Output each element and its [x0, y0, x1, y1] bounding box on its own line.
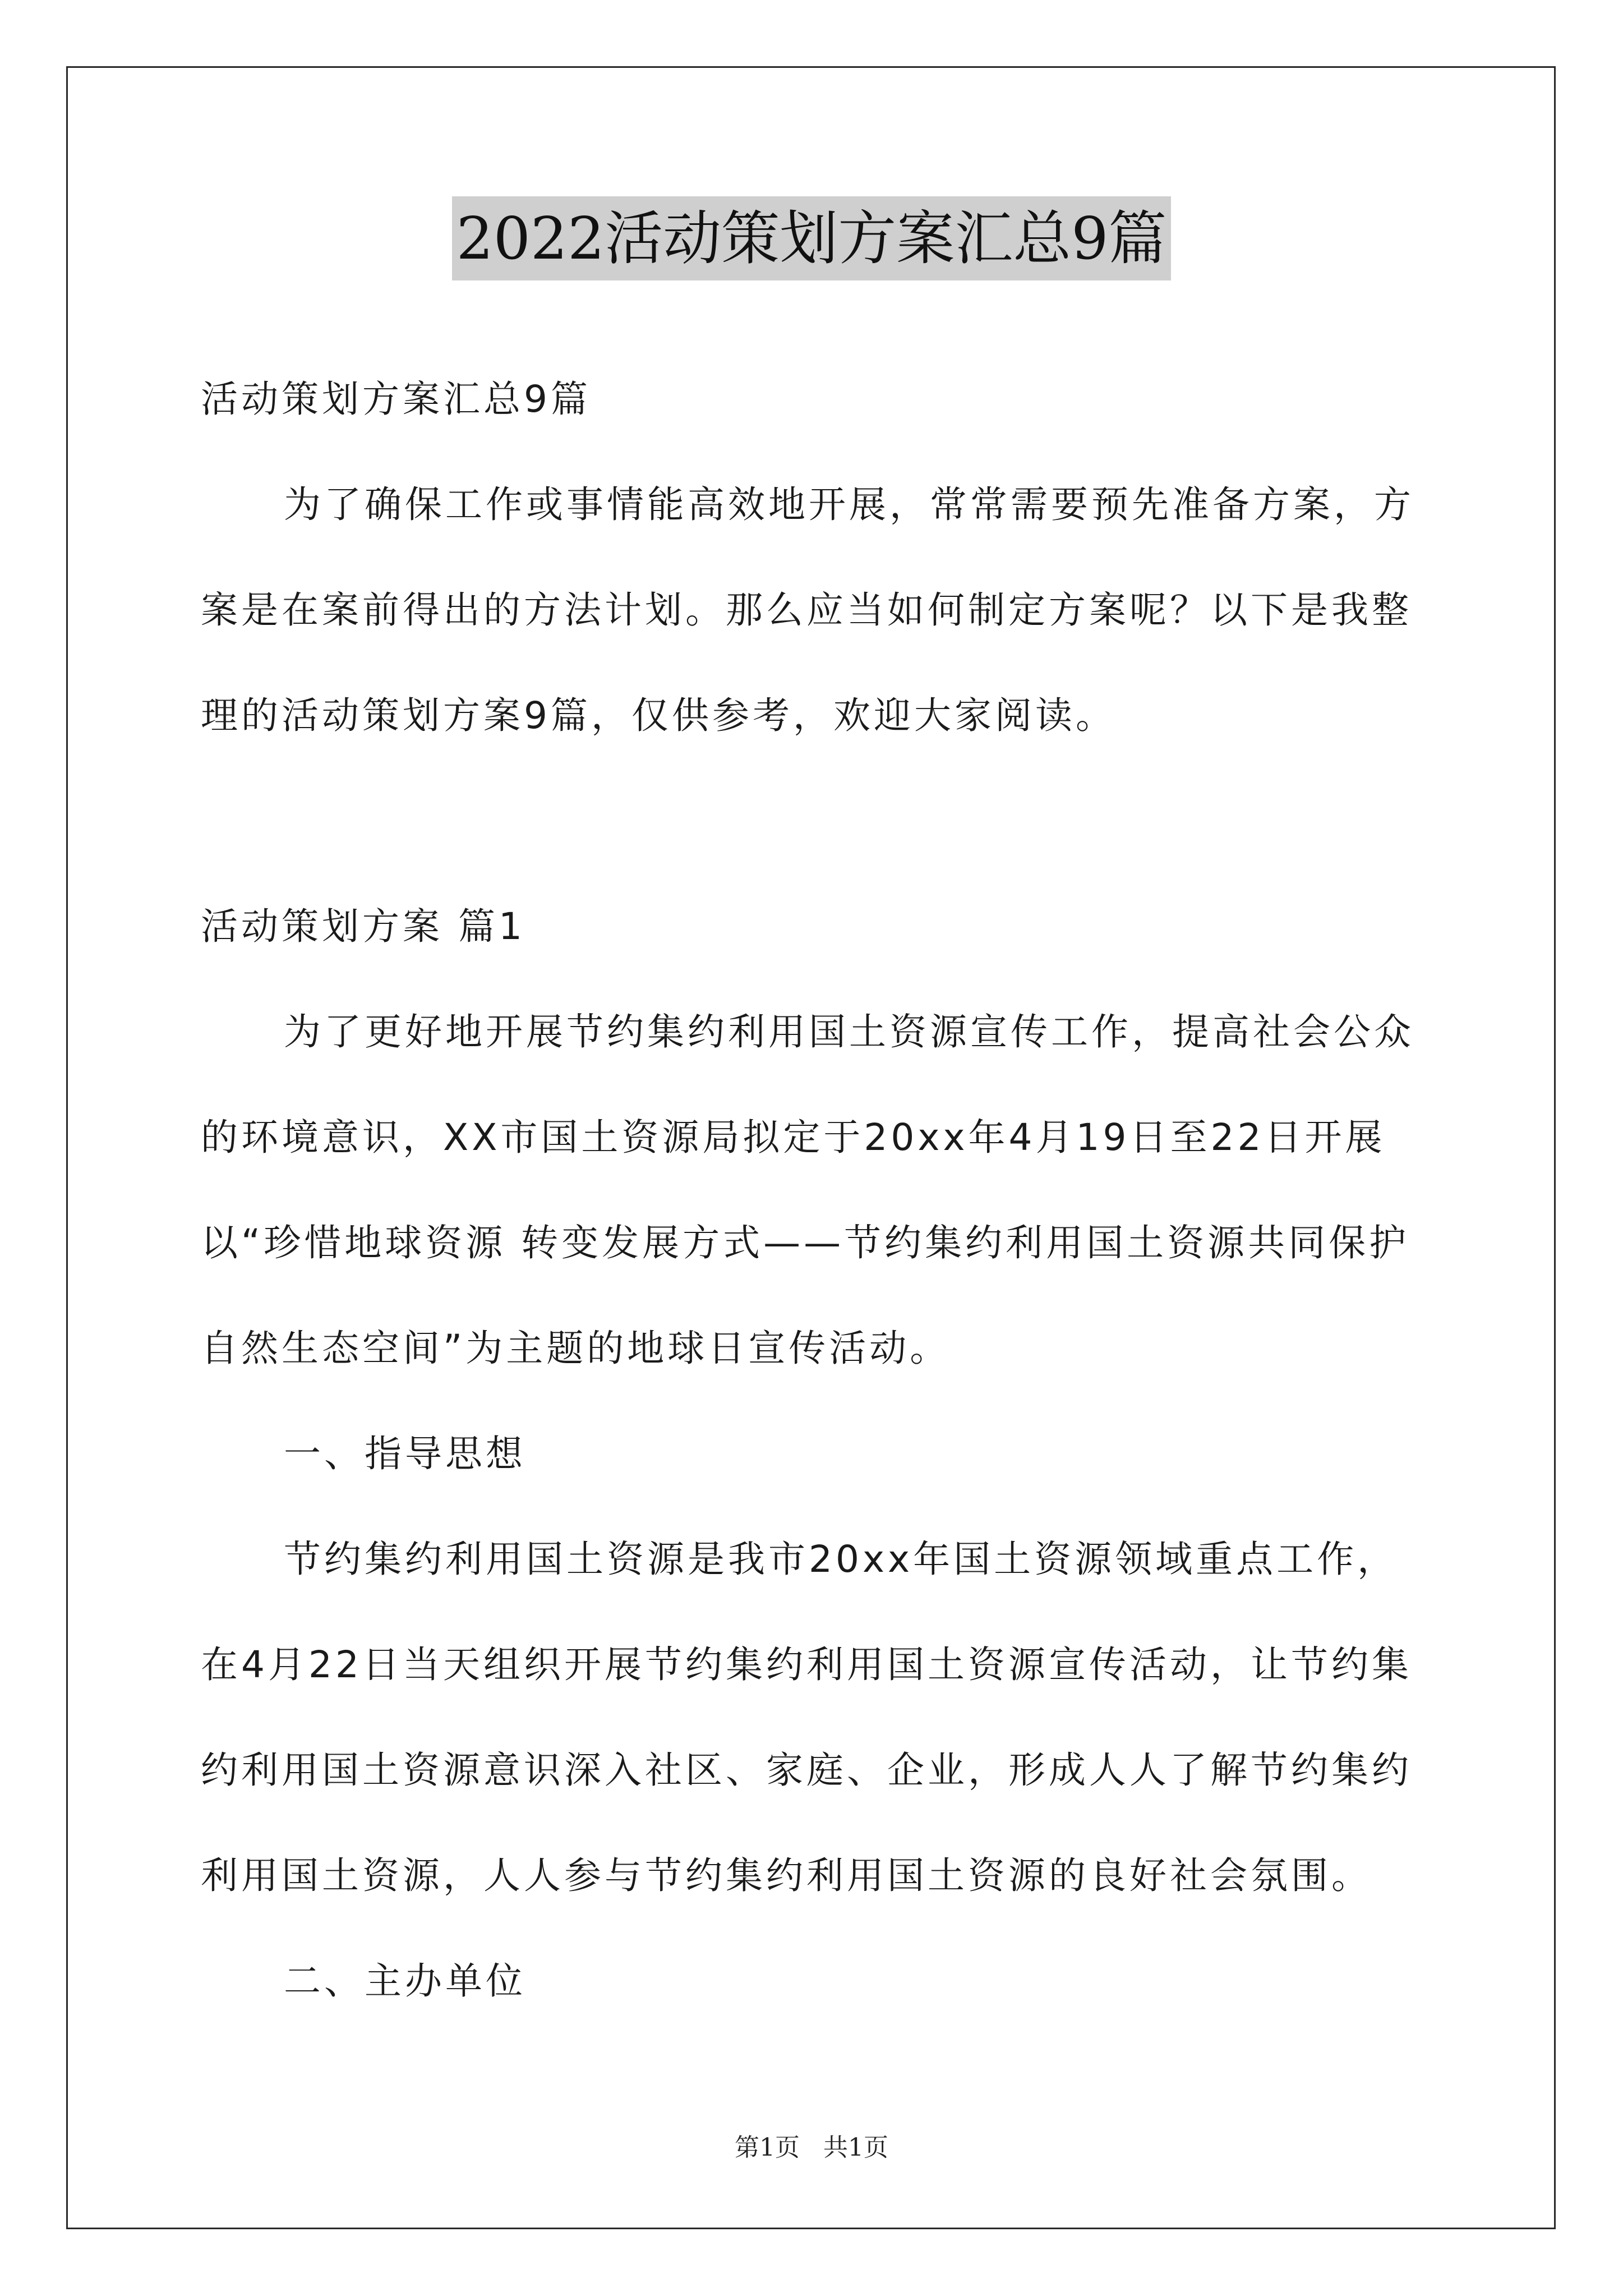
section-heading: 活动策划方案 篇1: [201, 905, 525, 948]
body-line-4: 自然生态空间”为主题的地球日宣传活动。: [201, 1327, 951, 1370]
body-line-7: 约利用国土资源意识深入社区、家庭、企业，形成人人了解节约集约: [201, 1749, 1412, 1792]
intro-line-3: 理的活动策划方案9篇，仅供参考，欢迎大家阅读。: [201, 694, 1116, 737]
body-line-1: 为了更好地开展节约集约利用国土资源宣传工作，提高社会公众: [284, 1010, 1414, 1053]
document-title: 2022活动策划方案汇总9篇: [452, 196, 1172, 280]
body-line-5: 节约集约利用国土资源是我市20xx年国土资源领域重点工作，: [284, 1538, 1398, 1581]
body-line-2: 的环境意识，XX市国土资源局拟定于20xx年4月19日至22日开展: [201, 1116, 1386, 1159]
page-number: 第1页: [735, 2133, 800, 2162]
body-line-3: 以“珍惜地球资源 转变发展方式——节约集约利用国土资源共同保护: [201, 1221, 1410, 1264]
subtitle-line: 活动策划方案汇总9篇: [201, 378, 591, 421]
page-footer: [0, 2127, 1623, 2163]
body-line-8: 利用国土资源，人人参与节约集约利用国土资源的良好社会氛围。: [201, 1854, 1372, 1897]
intro-line-2: 案是在案前得出的方法计划。那么应当如何制定方案呢？以下是我整: [201, 588, 1412, 632]
document-body: [201, 347, 1423, 2034]
heading-organizer: 二、主办单位: [284, 1959, 526, 2003]
title-container: [0, 196, 1623, 280]
page-total: 共1页: [823, 2133, 888, 2162]
paragraph-gap: [201, 769, 1423, 874]
intro-line-1: 为了确保工作或事情能高效地开展，常常需要预先准备方案，方: [284, 483, 1414, 526]
body-line-6: 在4月22日当天组织开展节约集约利用国土资源宣传活动，让节约集: [201, 1643, 1412, 1686]
heading-guiding-ideology: 一、指导思想: [284, 1432, 526, 1475]
